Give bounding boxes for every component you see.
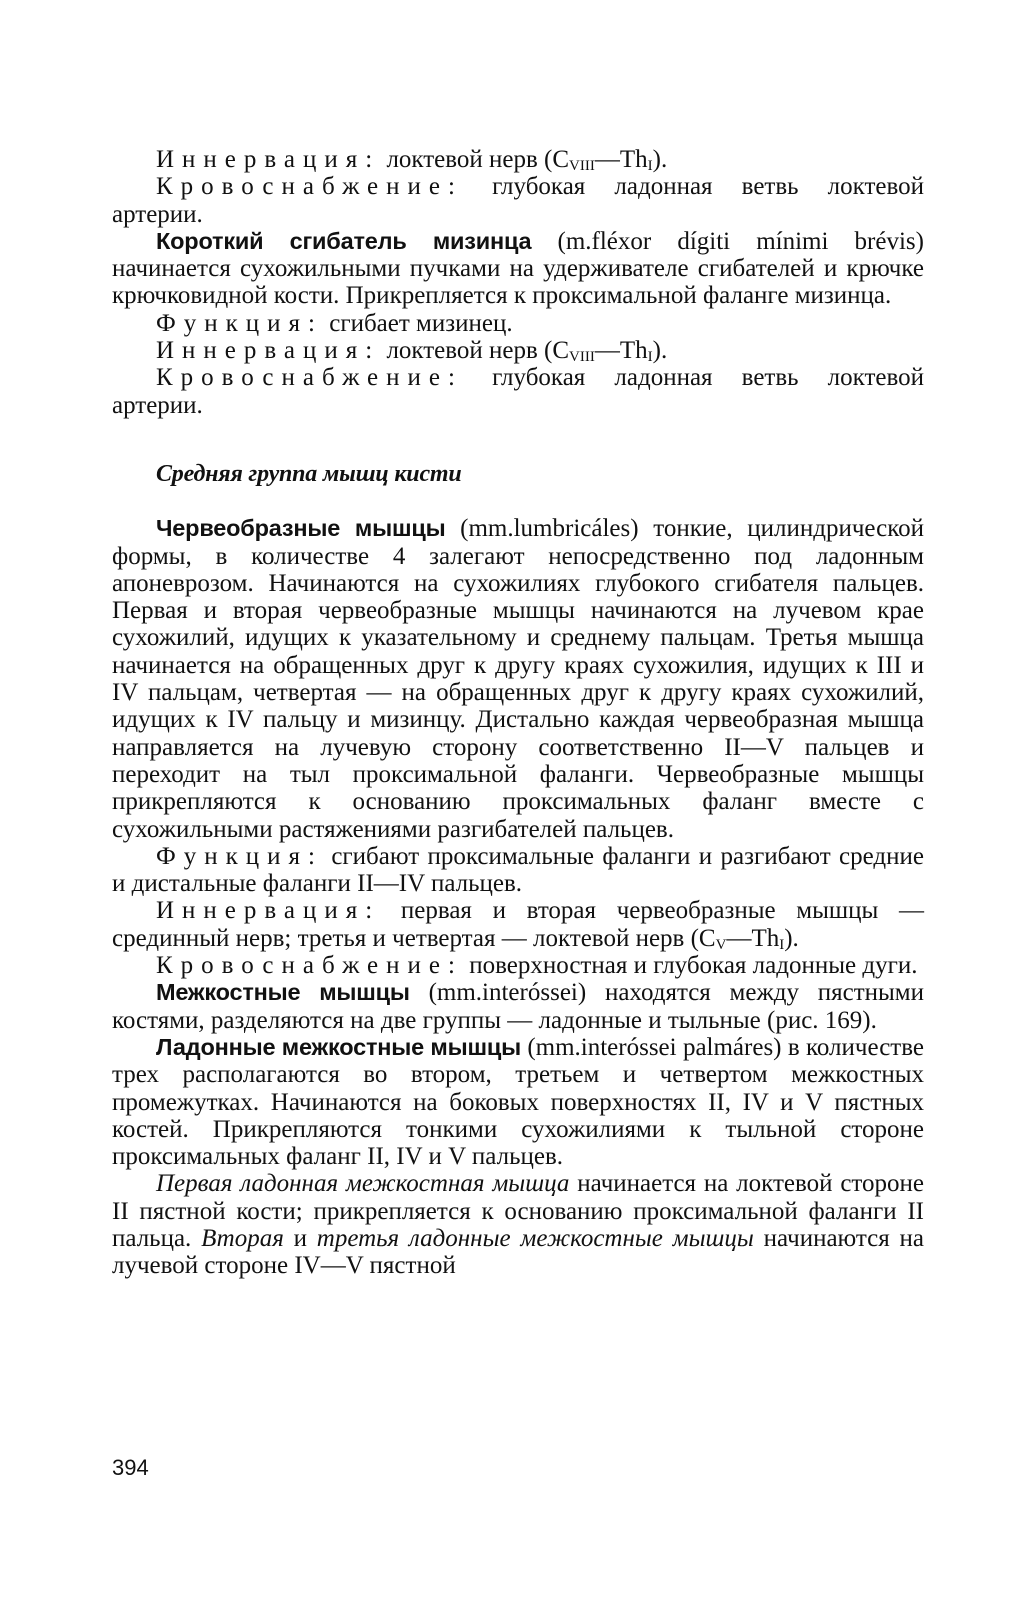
label-innervation: Иннервация: [156, 337, 381, 365]
paragraph-function-1 [112, 310, 924, 337]
label-function: Функция: [156, 842, 323, 870]
page-body [112, 146, 924, 1280]
paragraph-blood-supply-3 [112, 952, 924, 979]
label-blood-supply: Кровоснабжение: [156, 364, 463, 392]
paragraph-short-flexor [112, 228, 924, 310]
text: глубокая ладонная ветвь локтевой артерии. [112, 173, 924, 228]
subscript: V [715, 936, 727, 953]
italic-term: Первая ладонная межкостная мышца [156, 1170, 570, 1198]
text: ). [652, 146, 668, 173]
text: (m.fléxor dígiti mínimi brévis) начинается сухожильными пучками на удерживателе сгибателей и крючке крючковидной кости. Прикрепляется к проксимальной фаланге мизинца. [112, 227, 924, 310]
text: ). [784, 924, 799, 952]
label-innervation: Иннервация: [156, 146, 381, 173]
paragraph-palmar-interossei [112, 1034, 924, 1170]
italic-term: третья ладонные межкостные мышцы [316, 1224, 754, 1252]
text: поверхностная и глубокая ладонные дуги. [462, 952, 918, 980]
paragraph-blood-supply-2 [112, 364, 924, 419]
section-heading: Средняя группа мышц кисти [156, 460, 462, 487]
text: —Th [594, 146, 648, 173]
term-short-flexor: Короткий сгибатель мизинца [156, 227, 532, 254]
text: глубокая ладонная ветвь локтевой артерии. [112, 364, 924, 419]
paragraph-first-palmar [112, 1170, 924, 1279]
text: ). [652, 337, 668, 365]
label-blood-supply: Кровоснабжение: [156, 952, 463, 980]
text: и [283, 1224, 317, 1252]
text: локтевой нерв (C [380, 337, 570, 365]
paragraph-interossei [112, 979, 924, 1034]
paragraph-function-2 [112, 843, 924, 898]
text: —Th [726, 924, 780, 952]
label-innervation: Иннервация: [156, 897, 381, 925]
label-function: Функция: [156, 309, 323, 337]
text: начинается на локтевой стороне II пястной кости; прикрепляется к основанию проксимальной фаланги II пальца. [112, 1170, 924, 1252]
page-number: 394 [112, 1455, 149, 1480]
term-lumbricals: Червеобразные мышцы [156, 515, 446, 542]
label-blood-supply: Кровоснабжение: [156, 173, 463, 201]
text: (mm.interóssei) находятся между пястными костями, разделяются на две группы — ладонные и тыльные (рис. 169). [112, 979, 924, 1034]
text: первая и вторая червеобразные мышцы — срединный нерв; третья и четвертая — локтевой нерв (C [112, 897, 924, 952]
subscript: I [779, 936, 785, 953]
text: локтевой нерв (C [380, 146, 570, 173]
subscript: VIII [569, 349, 595, 366]
text: начинаются на лучевой стороне IV—V пястной [112, 1224, 924, 1280]
subscript: I [647, 158, 653, 174]
paragraph-lumbricals [112, 515, 924, 843]
text: (mm.interóssei palmáres) в количестве трех располагаются во втором, третьем и четвертом межкостных промежутках. Начинаются на боковых поверхностях II, IV и V пястных костей. Прикрепляются тонкими сухожилиями к тыльной стороне проксимальных фаланг II, IV и V пальцев. [112, 1033, 924, 1171]
subscript: I [647, 349, 653, 366]
text: сгибают проксимальные фаланги и разгибают средние и дистальные фаланги II—IV пальцев. [112, 842, 924, 898]
subscript: VIII [569, 158, 595, 174]
italic-term: Вторая [201, 1224, 284, 1252]
paragraph-blood-supply-1 [112, 173, 924, 228]
paragraph-innervation-2 [112, 337, 924, 364]
text: (mm.lumbricáles) тонкие, цилиндрической формы, в количестве 4 залегают непосредственно под ладонным апоневрозом. Начинаются на сухожилиях глубокого сгибателя пальцев. Первая и вторая червеобразные мышцы начинаются на лучевом крае сухожилий, идущих к указательному и среднему пальцам. Третья мышца начинается на обращенных друг к другу краях сухожилия, идущих к III и IV пальцам, четвертая — на обращенных друг к другу краях сухожилий, идущих к IV пальцу и мизинцу. Дистально каждая червеобразная мышца направляется на лучевую сторону соответственно II—V пальцев и переходит на тыл проксимальной фаланги. Червеобразные мышцы прикрепляются к основанию проксимальных фаланг вместе с сухожильными растяжениями разгибателей пальцев. [112, 515, 924, 843]
text: сгибает мизинец. [322, 309, 513, 337]
paragraph-innervation-1 [112, 146, 924, 173]
term-interossei: Межкостные мышцы [156, 979, 410, 1006]
text: —Th [594, 337, 648, 365]
paragraph-innervation-3 [112, 897, 924, 952]
term-palmar-interossei: Ладонные межкостные мышцы [156, 1033, 521, 1060]
